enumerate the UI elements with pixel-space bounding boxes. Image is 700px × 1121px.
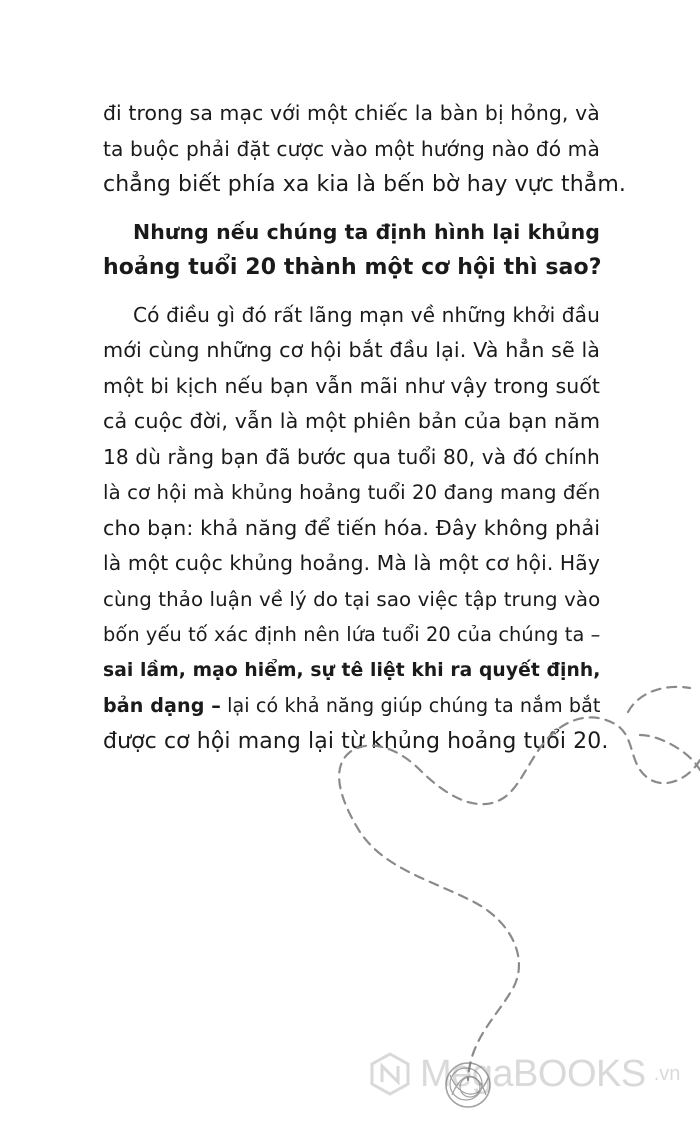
text-line: chẳng biết phía xa kia là bến bờ hay vực thẳm.: [103, 172, 626, 197]
text-line: 18 dù rằng bạn đã bước qua tuổi 80, và đó chính: [103, 444, 600, 469]
text-line: đi trong sa mạc với một chiếc la bàn bị hỏng, và: [103, 101, 600, 125]
intro-paragraph: [103, 96, 626, 203]
megabooks-logo-icon: [368, 1052, 412, 1096]
bold-phrase: bản dạng –: [103, 694, 221, 717]
text-line: bốn yếu tố xác định nên lứa tuổi 20 của chúng ta –: [103, 623, 601, 646]
text-line: sai lầm, mạo hiểm, sự tê liệt khi ra quyết định,: [103, 659, 601, 681]
text-line: Nhưng nếu chúng ta định hình lại khủng: [133, 219, 600, 244]
dashed-loop-path: [640, 735, 700, 770]
text-line: cùng thảo luận về lý do tại sao việc tập trung vào: [103, 587, 601, 611]
text-line: là cơ hội mà khủng hoảng tuổi 20 đang mang đến: [103, 481, 601, 504]
text-line: mới cùng những cơ hội bắt đầu lại. Và hẳn sẽ là: [103, 338, 601, 362]
page-text: [103, 96, 626, 759]
watermark-text: MegaBOOKS: [420, 1052, 646, 1095]
text-line: cả cuộc đời, vẫn là một phiên bản của bạn năm: [103, 409, 601, 433]
text-line: một bi kịch nếu bạn vẫn mãi như vậy trong suốt: [103, 373, 601, 398]
text-line: ta buộc phải đặt cược vào một hướng nào đó mà: [103, 136, 600, 161]
text-line: Có điều gì đó rất lãng mạn về những khởi đầu: [133, 302, 600, 327]
text-line: [103, 688, 600, 724]
text-line: hoảng tuổi 20 thành một cơ hội thì sao?: [103, 255, 602, 280]
question-paragraph: [103, 215, 600, 286]
text-line: cho bạn: khả năng để tiến hóa. Đây không phải: [103, 515, 601, 540]
watermark-suffix: .vn: [653, 1062, 681, 1085]
text-fragment: lại có khả năng giúp chúng ta nắm bắt: [220, 694, 601, 717]
text-line: được cơ hội mang lại từ khủng hoảng tuổi 20.: [103, 728, 609, 754]
watermark: [368, 1052, 680, 1096]
body-paragraph: [103, 298, 609, 760]
text-line: là một cuộc khủng hoảng. Mà là một cơ hội. Hãy: [103, 551, 600, 575]
